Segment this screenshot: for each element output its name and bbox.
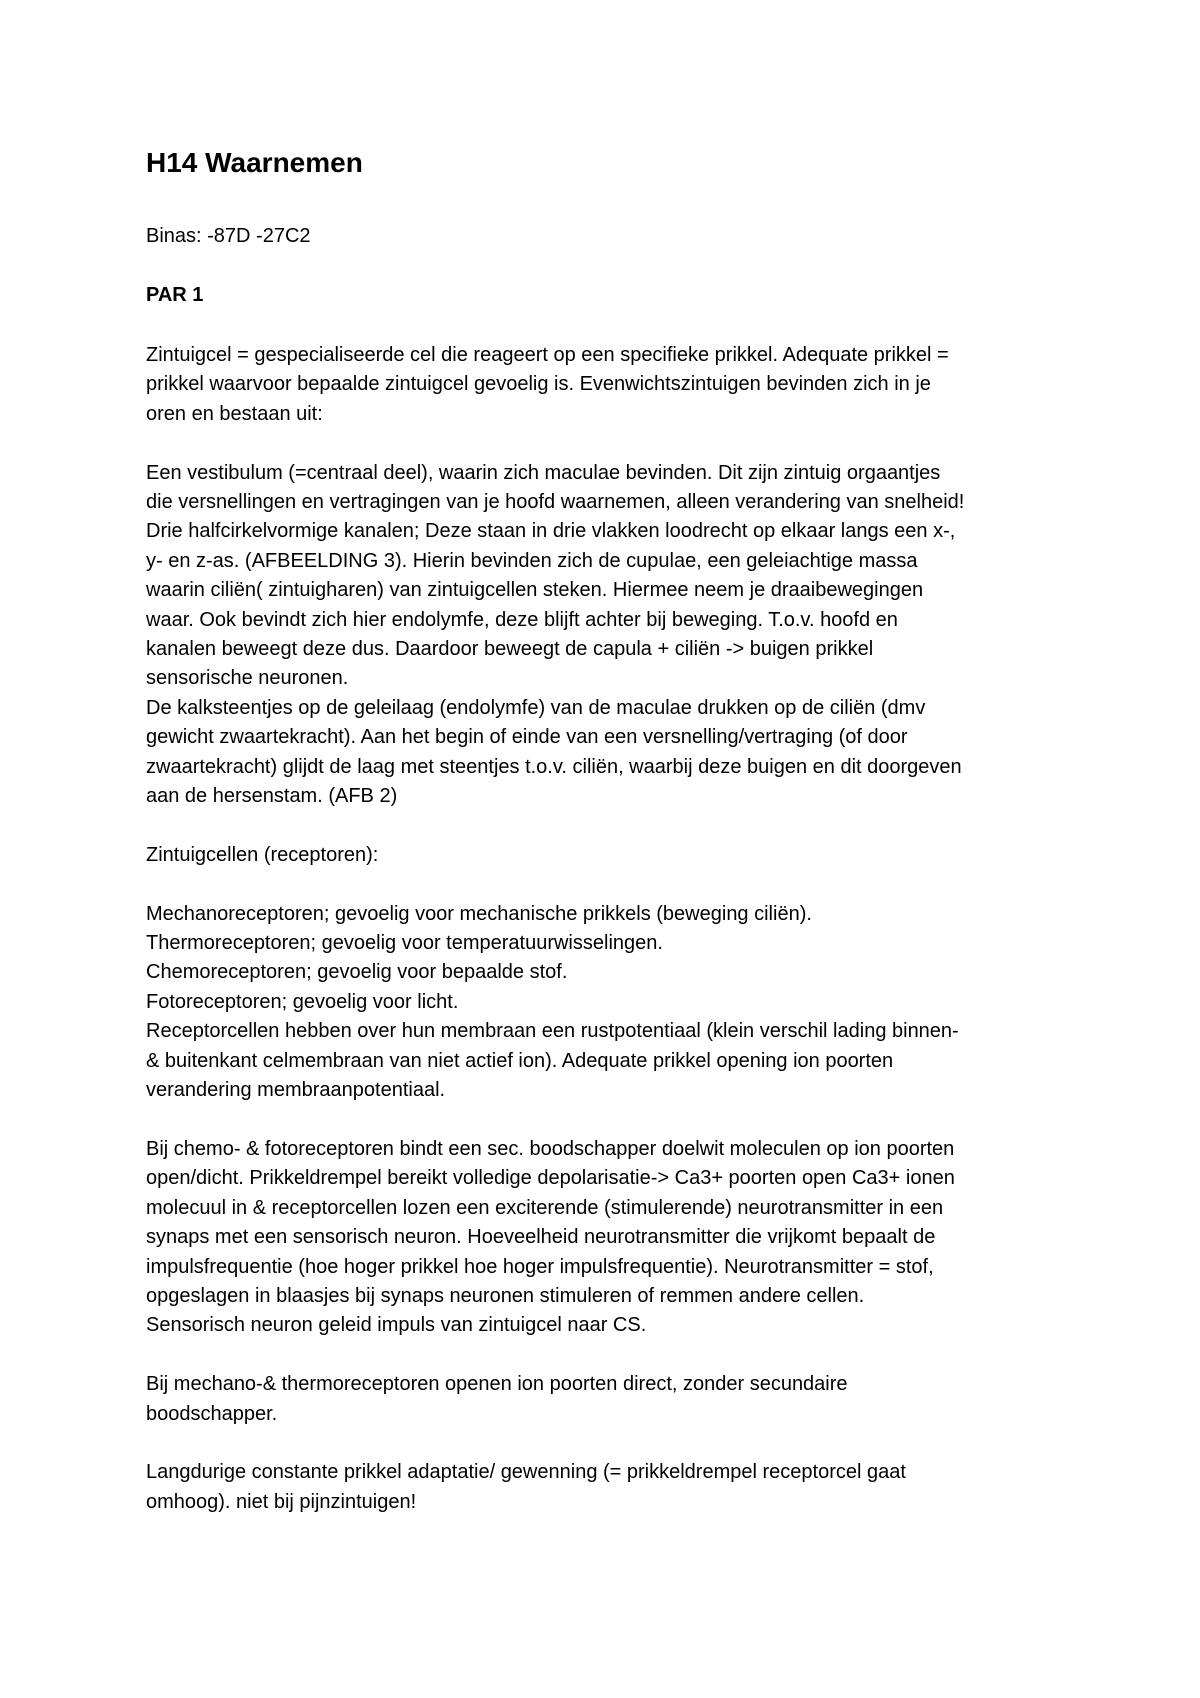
text-line: die versnellingen en vertragingen van je hoofd waarnemen, alleen verandering van snelheid!: [146, 491, 965, 514]
body-text: [146, 341, 1086, 1517]
paragraph: [146, 841, 1086, 870]
spacer: [146, 310, 1086, 341]
text-line: Zintuigcel = gespecialiseerde cel die reageert op een specifieke prikkel. Adequate prikkel =: [146, 344, 949, 366]
text-line: Bij chemo- & fotoreceptoren bindt een sec. boodschapper doelwit moleculen op ion poorten: [146, 1137, 955, 1160]
text-line: verandering membraanpotentiaal.: [146, 1079, 446, 1102]
text-line: opgeslagen in blaasjes bij synaps neuronen stimuleren of remmen andere cellen.: [146, 1284, 865, 1307]
text-line: open/dicht. Prikkeldrempel bereikt volledige depolarisatie-> Ca3+ poorten open Ca3+ ionen: [146, 1167, 955, 1190]
text-line: zwaartekracht) glijdt de laag met steentjes t.o.v. ciliën, waarbij deze buigen en dit doorgeven: [146, 755, 962, 778]
text-line: waarin ciliën( zintuigharen) van zintuigcellen steken. Hiermee neem je draaibewegingen: [146, 579, 924, 602]
text-line: Een vestibulum (=centraal deel), waarin zich maculae bevinden. Dit zijn zintuig orgaantjes: [146, 461, 941, 484]
text-line: Fotoreceptoren; gevoelig voor licht.: [146, 990, 459, 1013]
text-line: Receptorcellen hebben over hun membraan een rustpotentiaal (klein verschil lading binnen-: [146, 1020, 959, 1043]
text-line: aan de hersenstam. (AFB 2): [146, 785, 398, 808]
text-line: prikkel waarvoor bepaalde zintuigcel gevoelig is. Evenwichtszintuigen bevinden zich in je: [146, 373, 931, 396]
text-line: De kalksteentjes op de geleilaag (endolymfe) van de maculae drukken op de ciliën (dmv: [146, 696, 926, 719]
paragraph: [146, 900, 1086, 1106]
text-line: impulsfrequentie (hoe hoger prikkel hoe hoger impulsfrequentie). Neurotransmitter = stof,: [146, 1255, 934, 1278]
binas-reference: Binas: -87D -27C2: [146, 225, 311, 247]
paragraph-gap: [146, 1429, 1086, 1458]
text-line: Zintuigcellen (receptoren):: [146, 843, 379, 866]
text-line: & buitenkant celmembraan van niet actief ion). Adequate prikkel opening ion poorten: [146, 1049, 894, 1072]
text-line: Bij mechano-& thermoreceptoren openen ion poorten direct, zonder secundaire: [146, 1373, 848, 1396]
text-line: oren en bestaan uit:: [146, 402, 323, 425]
text-line: Drie halfcirkelvormige kanalen; Deze staan in drie vlakken loodrecht op elkaar langs een x-,: [146, 520, 956, 543]
text-line: Sensorisch neuron geleid impuls van zintuigcel naar CS.: [146, 1314, 647, 1337]
text-line: sensorische neuronen.: [146, 667, 349, 690]
text-line: Mechanoreceptoren; gevoelig voor mechanische prikkels (beweging ciliën).: [146, 902, 812, 925]
text-line: waar. Ook bevindt zich hier endolymfe, deze blijft achter bij beweging. T.o.v. hoofd en: [146, 608, 898, 631]
paragraph-gap: [146, 870, 1086, 899]
text-line: Langdurige constante prikkel adaptatie/ gewenning (= prikkeldrempel receptorcel gaat: [146, 1461, 906, 1484]
paragraph-gap: [146, 1341, 1086, 1370]
paragraph-gap: [146, 811, 1086, 840]
text-line: Chemoreceptoren; gevoelig voor bepaalde stof.: [146, 961, 568, 984]
text-line: synaps met een sensorisch neuron. Hoeveelheid neurotransmitter die vrijkomt bepaalt de: [146, 1226, 936, 1249]
paragraph-gap: [146, 1106, 1086, 1135]
text-line: kanalen beweegt deze dus. Daardoor beweegt de capula + ciliën -> buigen prikkel: [146, 638, 874, 661]
text-line: omhoog). niet bij pijnzintuigen!: [146, 1490, 417, 1513]
text-line: gewicht zwaartekracht). Aan het begin of einde van een versnelling/vertraging (of door: [146, 726, 908, 749]
paragraph: [146, 1370, 1086, 1429]
text-line: Thermoreceptoren; gevoelig voor temperatuurwisselingen.: [146, 932, 663, 955]
section-heading: PAR 1: [146, 284, 204, 306]
text-line: boodschapper.: [146, 1402, 278, 1425]
document-title: H14 Waarnemen: [146, 147, 363, 178]
paragraph: [146, 341, 1086, 429]
paragraph: [146, 459, 1086, 812]
paragraph-gap: [146, 429, 1086, 458]
text-line: molecuul in & receptorcellen lozen een exciterende (stimulerende) neurotransmitter in een: [146, 1196, 944, 1219]
document-page: [146, 142, 1086, 1517]
text-line: y- en z-as. (AFBEELDING 3). Hierin bevinden zich de cupulae, een geleiachtige massa: [146, 549, 918, 572]
paragraph: [146, 1458, 1086, 1517]
paragraph: [146, 1135, 1086, 1341]
